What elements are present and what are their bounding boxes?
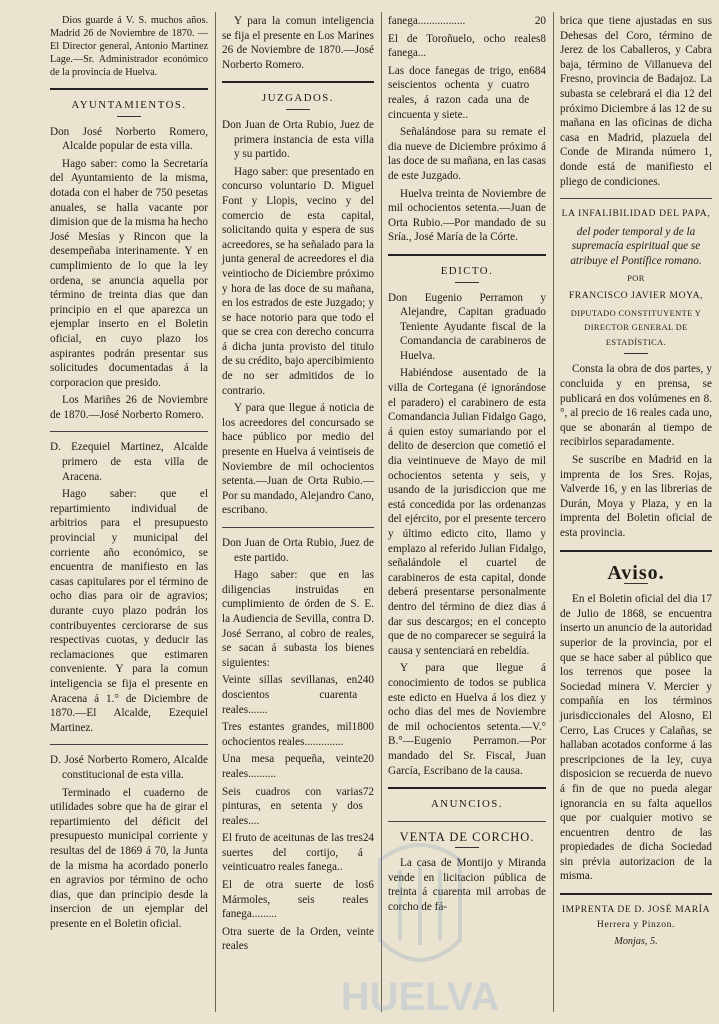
auction-items-list — [388, 14, 546, 122]
notice-body: Hago saber: que en las diligencias instruidas en cumplimiento de órden de S. E. la Audiencia de Sevilla, contra D. José Serrano, al cobro de reales, se sacan á subasta los bienes siguientes: — [222, 569, 374, 669]
column-3 — [388, 14, 546, 1010]
notice-body: Hago saber: que el repartimiento individual de arbitrios para el presupuesto provincial y municipal del corriente año económico, se encuentra de manifiesto en las casas capitulares por el término de ocho dias para oir de agravios; durante cuyo plazo podrán los contribuyentes cerciorarse de sus respectivas cuotas, y deducir las reclamaciones que estimaren conveniente. Y para la comun inteligencia se fija el presente en Aracena á 1.° de Diciembre de 1870.—El Alcalde, Ezequiel Martinez. — [50, 488, 208, 734]
divider — [222, 527, 374, 528]
auction-item-value: 24 — [362, 832, 374, 845]
notice-body: Se suscribe en Madrid en la imprenta de los Sres. Rojas, Valverde 16, y en las librerias de Durán, Moya y Plaza, y en la imprenta del Boletin oficial de esta provincia. — [560, 454, 712, 539]
divider — [50, 88, 208, 90]
section-title-ayuntamientos: AYUNTAMIENTOS. — [71, 99, 187, 111]
auction-item-value: 240 — [357, 674, 374, 687]
column-2 — [222, 14, 374, 1010]
divider — [388, 787, 546, 789]
notice-body: La casa de Montijo y Miranda vende en licitacion pública de treinta á cuarenta mil arrobas de corcho de fá- — [388, 857, 546, 914]
auction-item-value: 8 — [540, 32, 546, 45]
auction-item — [222, 831, 374, 875]
notice-body: Hago saber: como la Secretaría del Ayuntamiento de la misma, dotada con el haber de 750 pesetas anuales, se halla vacante por dimision que de la misma ha hecho José Mesías y Rincon que la desempeñaba interinamente. Y en cumplimiento de lo que la ley ordena, se anuncia aquella por término de treinta dias que dan principio en el que aparezca un ejemplar inserto en el Boletin oficial, en cuyo plazo los aspirantes podrán presentar sus solicitudes documentadas á la corporacion que presido. — [50, 157, 208, 389]
auction-item-text: Tres estantes grandes, mil ochocientos reales.............. — [222, 721, 352, 748]
divider — [560, 550, 712, 552]
notice-body: Señalándose para su remate el dia nueve de Diciembre próximo á las doce de su mañana, en las casas de este Juzgado. — [388, 126, 546, 182]
notice-heading: Don Eugenio Perramon y Alejandre, Capitan graduado Teniente Ayudante fiscal de la Comandancia de carabineros de Huelva. — [388, 291, 546, 362]
notice-body: Hago saber: que presentado en concurso voluntario D. Miguel Font y Llopis, vecino y del comercio de esta capital, solicitando quita y espera de sus acreedores, se ha señalado para la junta general de acreedores el dia veintiocho de Diciembre próximo y hora de las doce de su mañana, en los estrados de este Juzgado; y se hace notorio para que todo el que se crea con derecho concurra á dicha junta provisto del titulo de su crédito, bajo apercibimiento de no ser admitidos de lo contrario. — [222, 165, 374, 397]
section-title-juzgados: JUZGADOS. — [262, 92, 334, 105]
notice-heading: Don Juan de Orta Rubio, Juez de primera instancia de esta villa y su partido. — [222, 118, 374, 161]
section-title-anuncios: ANUNCIOS. — [431, 798, 503, 811]
divider — [560, 198, 712, 199]
auction-item — [388, 14, 546, 29]
divider — [560, 893, 712, 895]
auction-item-value: 20 — [362, 753, 374, 766]
divider — [388, 821, 546, 822]
divider — [624, 353, 648, 354]
column-1 — [50, 14, 208, 1010]
auction-item — [222, 925, 374, 954]
section-title-edicto: EDICTO. — [440, 264, 494, 277]
auction-item-text: fanega................. — [388, 15, 466, 27]
auction-item-value: 6 — [368, 879, 374, 892]
auction-item-value: 20 — [534, 15, 546, 27]
book-title: LA INFALIBILIDAD DEL PAPA, — [561, 208, 711, 220]
auction-items-list — [222, 673, 374, 954]
auction-item-text: Seis cuadros con varias pinturas, en setenta y dos reales.... — [222, 785, 363, 827]
notice-heading: Don José Norberto Romero, Alcalde popular de esta villa. — [50, 125, 208, 153]
venta-title: VENTA DE CORCHO. — [399, 829, 535, 844]
printer-address: Monjas, 5. — [614, 936, 658, 948]
divider — [50, 744, 208, 745]
auction-item — [388, 32, 546, 61]
auction-item — [388, 64, 546, 122]
printer-imprint: IMPRENTA DE D. JOSÉ MARÍA Herrera y Pinzon. — [561, 904, 711, 930]
divider — [455, 847, 479, 848]
notice-body: Consta la obra de dos partes, y concluida y en prensa, se publicará en dos volúmenes en 8.°, al precio de 16 reales cada uno, que se abonarán al tiempo de recibirlos separadamente. — [560, 363, 712, 449]
divider — [50, 431, 208, 432]
auction-item-text: Una mesa pequeña, veinte reales.......... — [222, 753, 363, 780]
notice-heading: D. José Norberto Romero, Alcalde constitucional de esta villa. — [50, 754, 208, 781]
book-author: FRANCISCO JAVIER MOYA, — [568, 290, 704, 302]
aviso-title: Aviso. — [607, 561, 665, 584]
notice-body: Habiéndose ausentado de la villa de Cortegana (é ignorándose el paradero) el carabinero de esta Comandancia Julian Fidalgo Gago, á quien estoy sumariando por el delito de desercion que cometió el dia veintinueve de Mayo de mil ochocientos setenta y seis, y usando de la jurisdiccion que me está concedida por las ordenanzas del ejército, por el presente tercero y último edicto cito, llamo y emplazo al referido Julian Fidalgo, señalándole el cuartel de carabineros de esta capital, donde deberá presentarse personalmente dentro del término de diez dias á dar sus descargos; en el concepto que de no comparecer se seguirá la causa y sentenciará en rebeldía. — [388, 367, 546, 657]
notice-heading: Don Juan de Orta Rubio, Juez de este partido. — [222, 537, 374, 564]
auction-item-value: 72 — [362, 785, 374, 798]
notice-body: Y para que llegue á noticia de los acreedores del concursado se hace público por medio del presente en Huelva á veintiseis de Noviembre de mil ochocientos setenta.—Juan de Orta Rubio.—Por su mandado, Alejandro Cano, escribano. — [222, 402, 374, 517]
auction-item-text: El de Toroñuelo, ocho reales fanega... — [388, 32, 541, 60]
auction-item — [222, 785, 374, 829]
divider — [455, 282, 479, 283]
notice-continuation: brica que tiene ajustadas en sus Dehesas del Coro, término de Jerez de los Caballeros, y Cabra baja, término de Villanueva del Fresno, provincia de Badajoz. La subasta se celebrará el dia 12 del próximo Diciembre á las 12 de su mañana en las oficinas de dicha casa en Madrid, plazuela del Conde de Miranda número 1, donde está de manifiesto el pliego de condiciones. — [560, 15, 712, 188]
notice-signature: Los Mariñes 26 de Noviembre de 1870.—José Norberto Romero. — [50, 394, 208, 421]
top-notice: Dios guarde á V. S. muchos años. Madrid 26 de Noviembre de 1870. —El Director general, Antonio Martinez Lage.—Sr. Administrador económico de la provincia de Huelva. — [50, 15, 208, 78]
book-subtitle: del poder temporal y de la supremacía espiritual que se atribuye el Pontífice romano. — [570, 225, 702, 267]
notice-body: Terminado el cuaderno de utilidades sobre que ha de girar el repartimiento del déficit del presupuesto municipal corriente y resultas del de 1869 á 70, la Junta de la misma ha acordado ponerlo en agravios por término de ocho dias, que dan principio desde la insercion de un ejemplar del presente en el Boletin oficial. — [50, 786, 208, 930]
notice-body: Y para que llegue á conocimiento de todos se publica este edicto en Huelva á los diez y ocho dias del mes de Noviembre de mil ochocientos setenta.—V.° B.°—Eugenio Perramon.—Por mandado del Sr. Fiscal, Juan García, Escribano de la causa. — [388, 662, 546, 777]
divider — [222, 81, 374, 83]
notice-continuation: Y para la comun inteligencia se fija el presente en Los Marines 26 de Noviembre de 1870.—José Norberto Romero. — [222, 15, 374, 71]
auction-item-text: Veinte sillas sevillanas, en doscientos cuarenta reales....... — [222, 674, 358, 716]
divider — [117, 116, 141, 117]
column-divider — [215, 12, 216, 1012]
column-divider — [553, 12, 554, 1012]
book-por: POR — [627, 273, 645, 283]
notice-signature: Huelva treinta de Noviembre de mil ochocientos setenta.—Juan de Orta Rubio.—Por mandado de su Sría., José María de la Córte. — [388, 187, 546, 244]
auction-item-text: Las doce fanegas de trigo, en seiscientos ochenta y cuatro reales, á razon cada una de cincuenta y siete.. — [388, 64, 530, 121]
auction-item-text: El de otra suerte de los Mármoles, seis reales fanega......... — [222, 879, 369, 921]
auction-item-value: 684 — [529, 64, 546, 77]
column-4 — [560, 14, 712, 1010]
book-author-role: DIPUTADO CONSTITUYENTE Y DIRECTOR GENERAL DE ESTADÍSTICA. — [570, 308, 702, 347]
auction-item — [222, 673, 374, 717]
notice-body: En el Boletin oficial del dia 17 de Julio de 1868, se encuentra inserto un anuncio de la autoridad superior de la provincia, por el que se hace saber al público que los terrenos que posee la Sociedad minera V. Mercier y compañía en los términos jurisdiccionales del Alosno, El Cerro, Las Cruces y Calañas, se hallaban acotados conforme á las prescripciones de la ley, cuya disposicion se recuerda de nuevo á fin de que no pueda alegar ignorancia en su falta aquellos que por cualquier motivo se encuentren dentro de las propiedades de dicha Sociedad sin prévia autorizacion de la misma. — [560, 593, 712, 883]
watermark-text: HUELVA — [340, 975, 500, 1019]
auction-item — [222, 752, 374, 781]
auction-item-value: 1800 — [351, 721, 374, 734]
notice-heading: D. Ezequiel Martinez, Alcalde primero de esta villa de Aracena. — [50, 441, 208, 483]
auction-item-text: El fruto de aceitunas de las tres suertes del cortijo, á veinticuatro reales fanega.. — [222, 832, 363, 874]
auction-item-text: Otra suerte de la Orden, veinte reales — [222, 925, 374, 953]
auction-item — [222, 720, 374, 749]
column-divider — [381, 12, 382, 1012]
auction-item — [222, 878, 374, 922]
divider — [388, 254, 546, 256]
divider — [286, 109, 310, 110]
